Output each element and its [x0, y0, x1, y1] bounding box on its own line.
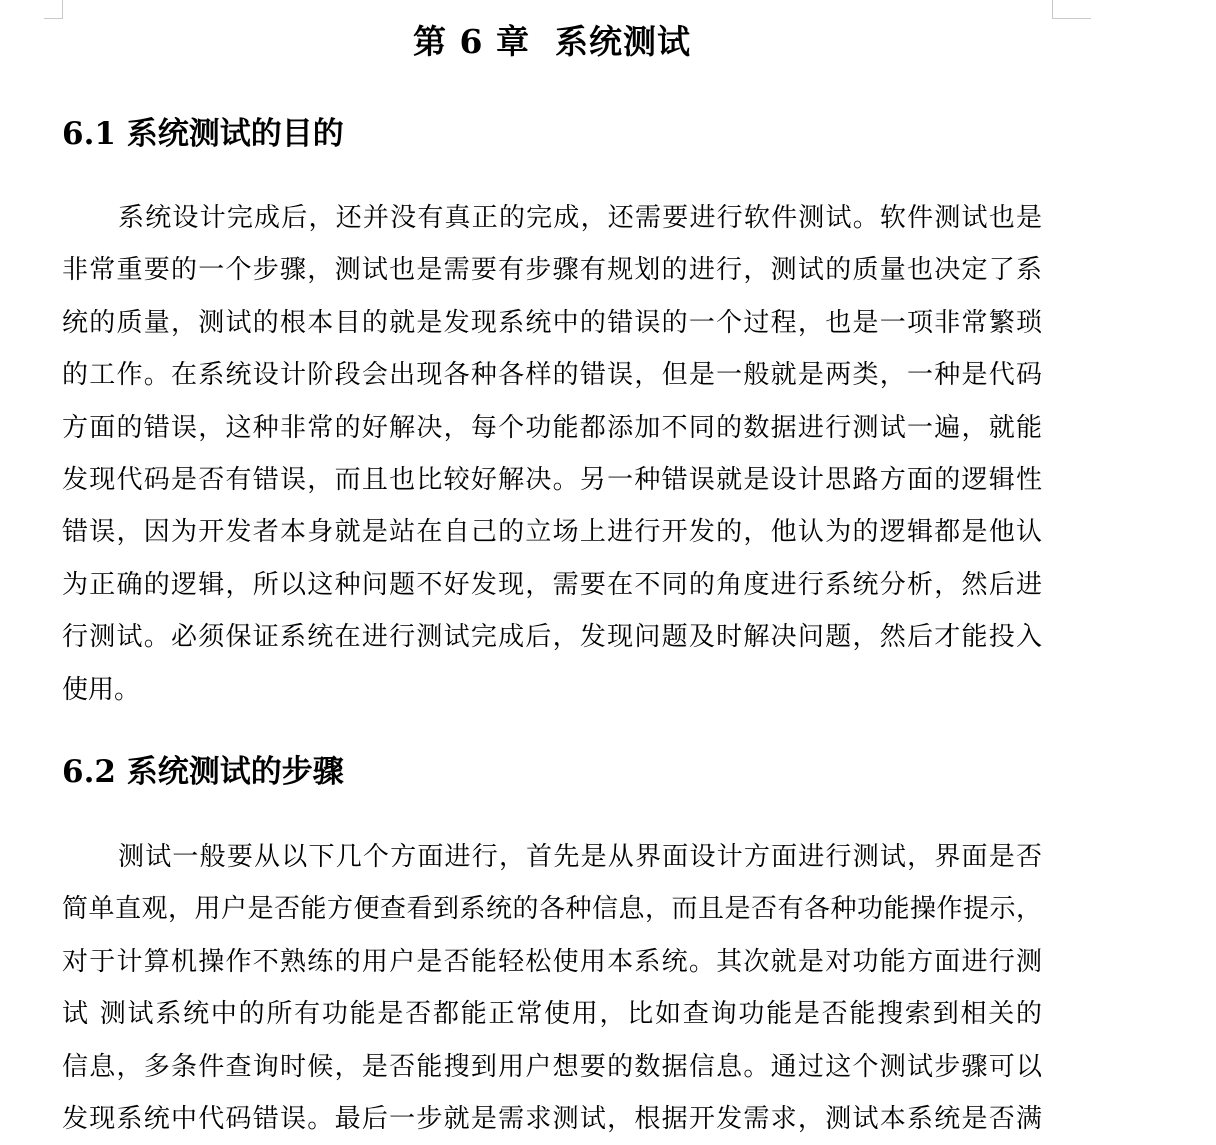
paragraph-line: 的工作。在系统设计阶段会出现各种各样的错误，但是一般就是两类，一种是代码	[62, 360, 1042, 391]
section-heading-6-2: 6.2 系统测试的步骤	[62, 754, 344, 790]
margin-corner-mark-right	[1052, 0, 1091, 19]
paragraph-line: 发现代码是否有错误，而且也比较好解决。另一种错误就是设计思路方面的逻辑性	[62, 464, 1042, 495]
paragraph-line: 系统设计完成后，还并没有真正的完成，还需要进行软件测试。软件测试也是	[118, 203, 1042, 233]
paragraph-line: 方面的错误，这种非常的好解决，每个功能都添加不同的数据进行测试一遍，就能	[62, 412, 1042, 443]
paragraph-line: 测试一般要从以下几个方面进行，首先是从界面设计方面进行测试，界面是否	[118, 842, 1042, 872]
paragraph-line: 统的质量，测试的根本目的就是发现系统中的错误的一个过程，也是一项非常繁琐	[62, 307, 1042, 338]
paragraph-line: 信息，多条件查询时候，是否能搜到用户想要的数据信息。通过这个测试步骤可以	[62, 1051, 1042, 1082]
paragraph-line: 为正确的逻辑，所以这种问题不好发现，需要在不同的角度进行系统分析，然后进	[62, 569, 1042, 600]
paragraph-line: 试 测试系统中的所有功能是否都能正常使用，比如查询功能是否能搜索到相关的	[62, 999, 1042, 1030]
margin-corner-mark-left	[44, 0, 63, 19]
paragraph-line: 行测试。必须保证系统在进行测试完成后，发现问题及时解决问题，然后才能投入	[62, 622, 1042, 653]
paragraph-line: 对于计算机操作不熟练的用户是否能轻松使用本系统。其次就是对功能方面进行测	[62, 946, 1042, 977]
paragraph-line: 简单直观，用户是否能方便查看到系统的各种信息，而且是否有各种功能操作提示，	[62, 894, 1042, 925]
section-heading-6-1: 6.1 系统测试的目的	[62, 116, 344, 152]
section-6-2-paragraph	[62, 831, 1042, 1145]
paragraph-line: 使用。	[62, 674, 141, 705]
chapter-title: 第 6 章 系统测试	[413, 22, 691, 61]
paragraph-line: 发现系统中代码错误。最后一步就是需求测试，根据开发需求，测试本系统是否满	[62, 1103, 1042, 1134]
paragraph-line: 错误，因为开发者本身就是站在自己的立场上进行开发的，他认为的逻辑都是他认	[62, 517, 1042, 548]
paragraph-line: 非常重要的一个步骤，测试也是需要有步骤有规划的进行，测试的质量也决定了系	[62, 255, 1042, 286]
section-6-1-paragraph	[62, 192, 1042, 716]
